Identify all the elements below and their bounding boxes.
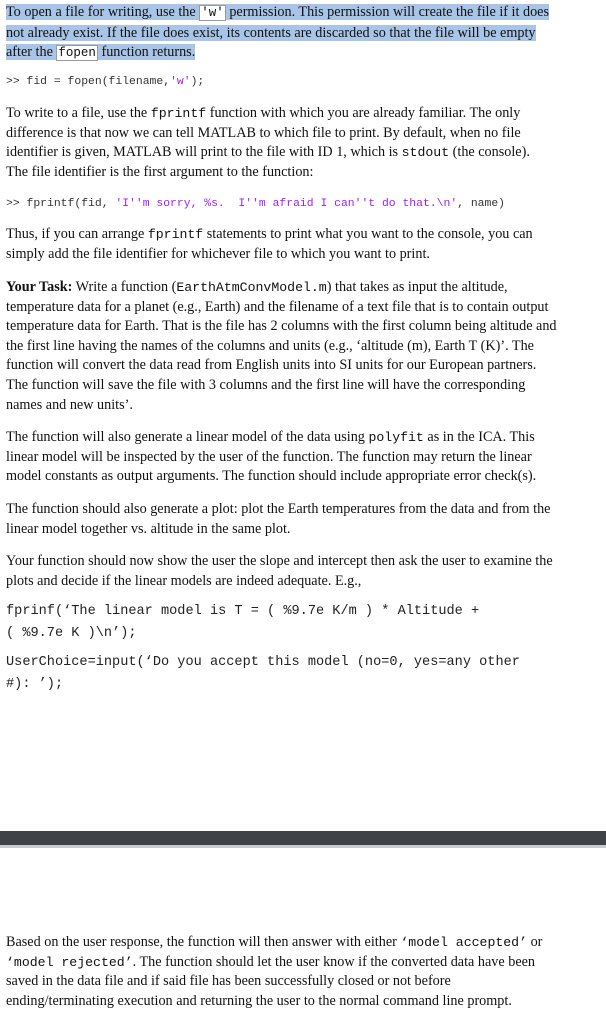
code-fprintf: >> fprintf(fid, 'I''m sorry, %s. I''m afraid I can''t do that.\n', name) <box>6 198 506 210</box>
paragraph-thus: Thus, if you can arrange fprintf statements to print what you want to the console, you can simply add the file identifier for whichever file to which you want to print. <box>6 226 533 262</box>
paragraph-plot: The function should also generate a plot: plot the Earth temperatures from the data and from the linear model together vs. altitude in the same plot. <box>6 501 551 537</box>
page-divider <box>0 831 606 845</box>
paragraph-user-response: Based on the user response, the function will then answer with either ‘model accepted’ or ‘model rejected’. The function should let the user know if the converted data have been saved in the data file and if said file has been successfully closed or not before ending/terminating execution and returning the user to the normal command line prompt. <box>6 934 543 1009</box>
inline-code-fprintf-2: fprintf <box>147 227 204 242</box>
task-label: Your Task: <box>6 279 73 295</box>
code-input-example: UserChoice=input(‘Do you accept this model (no=0, yes=any other #): ’); <box>6 655 520 692</box>
inline-code-function-file: EarthAtmConvModel.m <box>176 280 327 295</box>
paragraph-task: Your Task: Write a function (EarthAtmConvModel.m) that takes as input the altitude, temperature data for a planet (e.g., Earth) and the filename of a text file that is to contain output temperature data for Earth. That is the file has 2 columns with the first column being altitude and the first line having the names of the columns and units (e.g., ‘altitude (m), Earth T (K)’. The function will convert the data read from English units into SI units for our European partners. The function will save the file with 3 columns and the first line will have the corresponding names and new units’. <box>6 279 557 413</box>
code-fprinf-example: fprinf(‘The linear model is T = ( %9.7e K/m ) * Altitude + ( %9.7e K )\n’); <box>6 604 480 641</box>
page-divider-shadow <box>0 845 606 848</box>
paragraph-fprintf: To write to a file, use the fprintf function with which you are already familiar. The only difference is that now we can tell MATLAB to which file to print. By default, when no file identifier is given, MATLAB will print to the file with ID 1, which is stdout (the console). The file identifier is the first argument to the function: <box>6 105 530 180</box>
inline-code-fopen: fopen <box>58 46 96 61</box>
inline-code-w: 'w' <box>201 6 224 20</box>
intro-paragraph <box>6 3 600 64</box>
paragraph-user-check: Your function should now show the user the slope and intercept then ask the user to examine the plots and decide if the linear models are indeed adequate. E.g., <box>6 553 553 589</box>
code-fopen: >> fid = fopen(filename,'w'); <box>6 76 205 88</box>
highlighted-selection[interactable]: To open a file for writing, use the 'w' permission. This permission will create the file if it does not already exist. If the file does exist, its contents are discarded so that the file will be empty after the fopen function returns. <box>6 4 549 61</box>
inline-code-fprintf: fprintf <box>150 106 207 121</box>
inline-code-model-accepted: ‘model accepted’ <box>400 935 528 950</box>
paragraph-linear-model: The function will also generate a linear model of the data using polyfit as in the ICA. This linear model will be inspected by the user of the function. The function may return the linear model constants as output arguments. The function should include appropriate error check(s). <box>6 429 537 485</box>
inline-code-polyfit: polyfit <box>368 430 424 445</box>
inline-code-stdout: stdout <box>401 145 450 161</box>
inline-code-model-rejected: ‘model rejected’ <box>6 954 133 970</box>
